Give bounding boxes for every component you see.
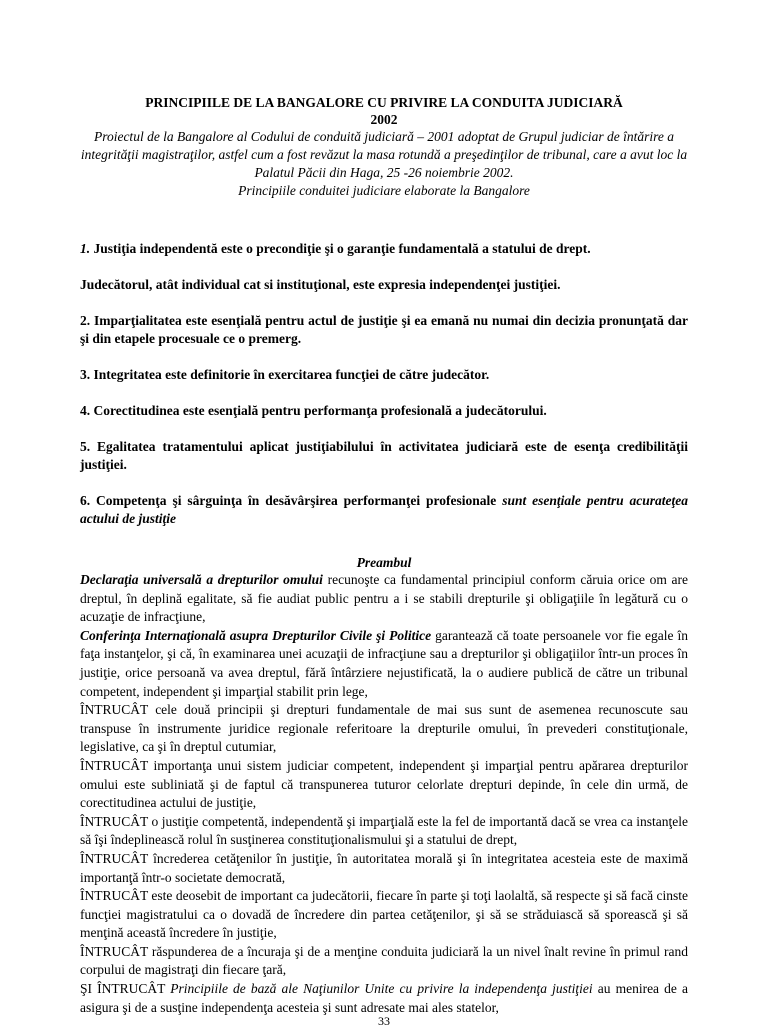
principle-1-text: Justiţia independentă este o precondiţie şi o garanţie fundamentală a statului de drept.	[90, 241, 591, 256]
preamble-paragraph-9	[80, 980, 688, 1017]
preamble-1-lead: Declaraţia universală a drepturilor omului	[80, 572, 323, 587]
preamble-9-text: au menirea de a asigura şi de a susţine independenţa acesteia şi sunt adresate mai ales statelor,	[80, 981, 688, 1015]
subtitle-line-2: Principiile conduitei judiciare elaborate la Bangalore	[238, 183, 530, 198]
preamble-paragraph-5: ÎNTRUCÂT o justiţie competentă, independentă şi imparţială este la fel de importantă dacă se vrea ca instanţele să îşi îndeplinească rolul în susţinerea constituţionalismului şi a statului de drept,	[80, 813, 688, 848]
principle-6	[80, 492, 688, 528]
principle-6-italic: sunt esenţiale pentru acurateţea actului de justiţie	[80, 493, 688, 526]
document-subtitle	[80, 128, 688, 200]
preamble-paragraph-6: ÎNTRUCÂT încrederea cetăţenilor în justiţie, în autoritatea morală şi în integritatea acesteia este de maximă importanţă într-o societate democrată,	[80, 850, 688, 885]
principle-6-number: 6.	[80, 493, 91, 508]
preamble-paragraph-2	[80, 627, 688, 701]
principle-3: 3. Integritatea este definitorie în exercitarea funcţiei de către judecător.	[80, 367, 490, 382]
preamble-paragraph-4: ÎNTRUCÂT importanţa unui sistem judiciar competent, independent şi imparţial pentru apărarea drepturilor omului este subliniată şi de faptul că transpunerea tuturor celorlate drepturi depinde, în cele din urmă, de corectitudinea actului de justiţie,	[80, 757, 688, 811]
preamble-2-lead: Conferinţa Internaţională asupra Drepturilor Civile şi Politice	[80, 627, 432, 643]
principle-2: 2. Imparţialitatea este esenţială pentru actul de justiţie şi ea emană nu numai din decizia pronunţată dar şi din etapele procesuale ce o premerg.	[80, 313, 688, 346]
title-year: 2002	[370, 112, 398, 127]
principle-1-number: 1.	[80, 241, 91, 256]
principle-5: 5. Egalitatea tratamentului aplicat justiţiabilului în activitatea judiciară este de esenţa credibilităţii justiţiei.	[80, 439, 688, 472]
preamble-paragraph-3: ÎNTRUCÂT cele două principii şi drepturi fundamentale de mai sus sunt de asemenea recunoscute sau transpuse în instrumente juridice regionale referitoare la drepturile omului, în prevederi constituţionale, legislative, ca şi în dreptul cutumiar,	[80, 702, 688, 755]
preamble-9-prefix: ŞI ÎNTRUCÂT	[80, 981, 171, 997]
principle-1	[80, 240, 688, 258]
preamble-paragraph-7: ÎNTRUCÂT este deosebit de important ca judecătorii, fiecare în parte şi toţi laolaltă, să respecte şi să facă cinste funcţiei magistratului ca o dovadă de încredere din partea cetăţenilor, şi să se străduiască să sporească şi să menţină această încredere în justiţie,	[80, 888, 688, 941]
page-number: 33	[378, 1014, 390, 1028]
preamble-1-text: recunoşte ca fundamental principiul conform căruia orice om are dreptul, în deplină egalitate, să fie audiat public pentru a i se stabili drepturile şi obligaţiile în legătură cu o acuzaţie de infracţiune,	[80, 572, 688, 625]
document-title	[80, 94, 688, 128]
preamble-2-text: garantează că toate persoanele vor fie egale în faţa instanţelor, şi că, în examinarea unei acuzaţii de infracţiune sau a drepturilor şi obligaţiilor într-un proces în justiţie, orice persoană va avea dreptul, fără întârziere nejustificată, la o audiere publică de către un tribunal competent, independent şi imparţial stabilit prin lege,	[80, 627, 688, 699]
principle-6-text: Competenţa şi sârguinţa în desăvârşirea performanţei profesionale	[90, 493, 503, 508]
preamble-9-italic: Principiile de bază ale Naţiunilor Unite cu privire la independenţa justiţiei	[170, 981, 593, 997]
principle-4: 4. Corectitudinea este esenţială pentru performanţa profesională a judecătorului.	[80, 403, 547, 418]
preamble-paragraph-8: ÎNTRUCÂT răspunderea de a încuraja şi de a menţine conduita judiciară la un nivel înalt revine în primul rand corpului de magistraţi din fiecare ţară,	[80, 943, 688, 978]
preamble-paragraph-1	[80, 571, 688, 627]
preamble-title: Preambul	[356, 555, 412, 570]
title-line: PRINCIPIILE DE LA BANGALORE CU PRIVIRE LA CONDUITA JUDICIARĂ	[145, 95, 623, 110]
principle-1b: Judecătorul, atât individual cat si instituţional, este expresia independenţei justiţiei.	[80, 277, 561, 292]
document-page	[80, 0, 688, 1017]
subtitle-text: Proiectul de la Bangalore al Codului de conduită judiciară – 2001 adoptat de Grupul judiciar de întărire a integrităţii magistraţilor, astfel cum a fost revăzut la masa rotundă a preşedinţilor de tribunal, care a avut loc la Palatul Păcii din Haga, 25 -26 noiembrie 2002.	[80, 129, 688, 180]
